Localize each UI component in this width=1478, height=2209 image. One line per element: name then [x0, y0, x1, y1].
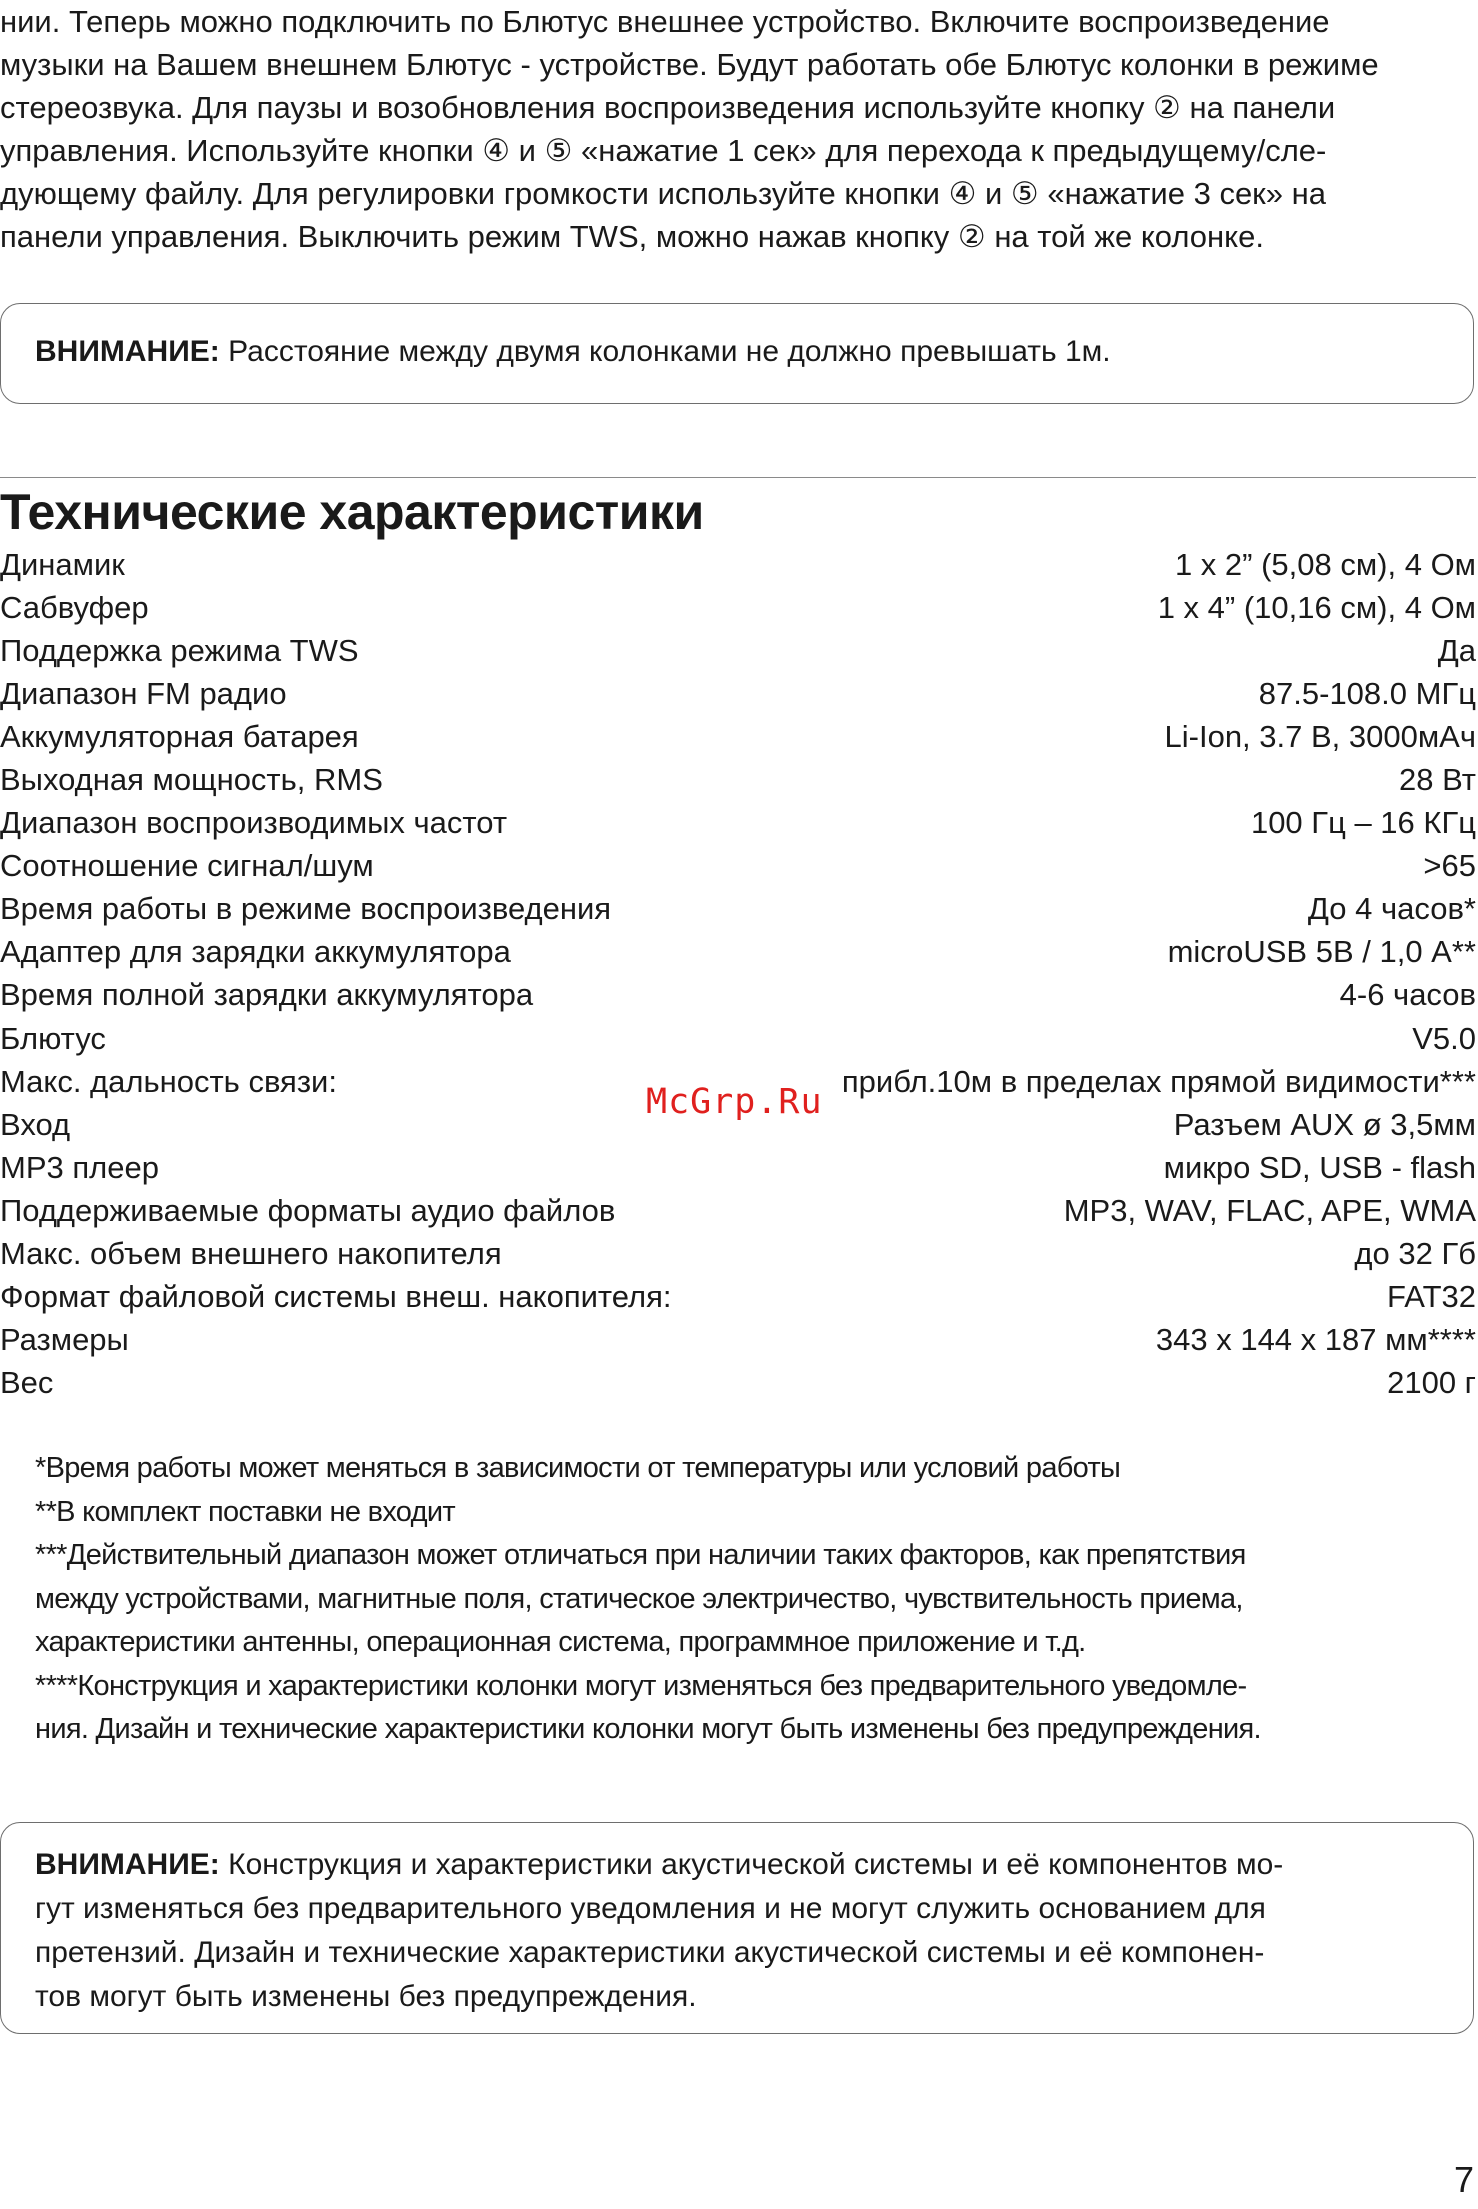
- spec-label: Время полной зарядки аккумулятора: [0, 977, 534, 1013]
- spec-row: [0, 1276, 1476, 1319]
- spec-value: microUSB 5В / 1,0 А**: [1167, 934, 1476, 970]
- footnote-line: характеристики антенны, операционная система, программное приложение и т.д.: [35, 1626, 1086, 1658]
- spec-value: прибл.10м в пределах прямой видимости***: [841, 1063, 1476, 1099]
- spec-row: [0, 1362, 1476, 1405]
- spec-value: 1 x 4” (10,16 см), 4 Ом: [1157, 589, 1476, 625]
- spec-row: [0, 1319, 1476, 1362]
- spec-label: Вход: [0, 1106, 71, 1142]
- spec-label: Динамик: [0, 546, 125, 582]
- spec-value: FAT32: [1386, 1279, 1476, 1315]
- spec-row: [0, 758, 1476, 801]
- intro-line: нии. Теперь можно подключить по Блютус внешнее устройство. Включите воспроизведение: [0, 4, 1330, 39]
- spec-label: Аккумуляторная батарея: [0, 718, 359, 754]
- spec-label: Соотношение сигнал/шум: [0, 848, 374, 884]
- spec-row: [0, 586, 1476, 629]
- spec-value: До 4 часов*: [1307, 891, 1476, 927]
- page-number: 7: [1453, 2159, 1474, 2200]
- notice-label: ВНИМАНИЕ:: [35, 335, 220, 368]
- spec-label: Формат файловой системы внеш. накопителя:: [0, 1279, 672, 1315]
- spec-row: [0, 1189, 1476, 1232]
- section-divider: [0, 477, 1476, 478]
- footnote-line: между устройствами, магнитные поля, статическое электричество, чувствительность приема,: [35, 1582, 1243, 1615]
- spec-value: V5.0: [1412, 1020, 1476, 1056]
- notice-text: Расстояние между двумя колонками не должно превышать 1м.: [219, 335, 1111, 368]
- footnote-line: ****Конструкция и характеристики колонки могут изменяться без предварительного уведомле-: [35, 1669, 1247, 1702]
- spec-row: [0, 845, 1476, 888]
- spec-label: Выходная мощность, RMS: [0, 762, 383, 798]
- spec-row: [0, 1233, 1476, 1276]
- notice-first-line: [35, 1843, 1439, 1887]
- footnote-line: ***Действительный диапазон может отличаться при наличии таких факторов, как препятствия: [35, 1539, 1246, 1571]
- intro-line: управления. Используйте кнопки ④ и ⑤ «нажатие 1 сек» для перехода к предыдущему/сле-: [0, 133, 1327, 168]
- spec-row: [0, 802, 1476, 845]
- spec-label: Поддержка режима TWS: [0, 632, 359, 668]
- intro-line: панели управления. Выключить режим TWS, можно нажав кнопку ② на той же колонке.: [0, 219, 1264, 254]
- notice-line: тов могут быть изменены без предупреждения.: [35, 1980, 697, 2013]
- spec-row: [0, 1017, 1476, 1060]
- spec-value: 1 x 2” (5,08 см), 4 Ом: [1174, 546, 1476, 582]
- spec-row: [0, 672, 1476, 715]
- spec-value: 100 Гц – 16 КГц: [1250, 805, 1476, 841]
- spec-label: Время работы в режиме воспроизведения: [0, 891, 612, 927]
- spec-value: 343 x 144 x 187 мм****: [1155, 1322, 1476, 1358]
- spec-value: 2100 г: [1387, 1365, 1476, 1401]
- spec-row: [0, 931, 1476, 974]
- spec-label: Блютус: [0, 1020, 106, 1056]
- spec-label: Диапазон воспроизводимых частот: [0, 805, 508, 841]
- spec-label: Макс. дальность связи:: [0, 1063, 337, 1099]
- spec-value: микро SD, USB - flash: [1163, 1149, 1476, 1185]
- spec-label: Размеры: [0, 1322, 129, 1358]
- notice-label: ВНИМАНИЕ:: [35, 1848, 220, 1881]
- spec-value: 28 Вт: [1399, 762, 1476, 798]
- spec-row: [0, 715, 1476, 758]
- intro-line: стереозвука. Для паузы и возобновления воспроизведения используйте кнопку ② на панели: [0, 90, 1336, 125]
- footnotes: [35, 1447, 1441, 1752]
- attention-notice-design-changes: [0, 1822, 1474, 2034]
- spec-row: [0, 1146, 1476, 1189]
- specs-heading: Технические характеристики: [0, 484, 704, 540]
- notice-line: претензий. Дизайн и технические характеристики акустической системы и её компонен-: [35, 1936, 1265, 1969]
- spec-label: МР3 плеер: [0, 1149, 159, 1185]
- spec-label: Адаптер для зарядки аккумулятора: [0, 934, 511, 970]
- spec-value: 4-6 часов: [1339, 977, 1476, 1013]
- spec-row: [0, 543, 1476, 586]
- footnote-line: ния. Дизайн и технические характеристики колонки могут быть изменены без предупреждения.: [35, 1713, 1261, 1745]
- spec-label: Поддерживаемые форматы аудио файлов: [0, 1192, 616, 1228]
- footnote-line: *Время работы может меняться в зависимости от температуры или условий работы: [35, 1452, 1121, 1484]
- intro-line: дующему файлу. Для регулировки громкости используйте кнопки ④ и ⑤ «нажатие 3 сек» на: [0, 176, 1326, 211]
- notice-text: Конструкция и характеристики акустической системы и её компонентов мо-: [219, 1848, 1284, 1881]
- spec-label: Вес: [0, 1365, 54, 1401]
- spec-label: Диапазон FM радио: [0, 675, 287, 711]
- spec-row: [0, 629, 1476, 672]
- spec-row: [0, 888, 1476, 931]
- spec-value: >65: [1423, 848, 1476, 884]
- spec-label: Сабвуфер: [0, 589, 149, 625]
- specs-table: [0, 543, 1476, 1405]
- watermark[interactable]: McGrp.Ru: [646, 1082, 823, 1122]
- spec-value: Li-Ion, 3.7 В, 3000мАч: [1164, 718, 1476, 754]
- spec-value: MP3, WAV, FLAC, APE, WMA: [1063, 1192, 1476, 1228]
- spec-value: Разъем AUX ø 3,5мм: [1173, 1106, 1476, 1142]
- spec-value: до 32 Гб: [1354, 1236, 1476, 1272]
- spec-value: Да: [1437, 632, 1476, 668]
- intro-line: музыки на Вашем внешнем Блютус - устройстве. Будут работать обе Блютус колонки в режиме: [0, 47, 1379, 82]
- spec-row: [0, 974, 1476, 1017]
- footnote-line: **В комплект поставки не входит: [35, 1495, 455, 1528]
- intro-paragraph: [0, 0, 1476, 258]
- spec-label: Макс. объем внешнего накопителя: [0, 1236, 502, 1272]
- attention-notice-distance: [0, 303, 1474, 404]
- spec-value: 87.5-108.0 МГц: [1258, 675, 1476, 711]
- notice-line: гут изменяться без предварительного уведомления и не могут служить основанием для: [35, 1892, 1266, 1925]
